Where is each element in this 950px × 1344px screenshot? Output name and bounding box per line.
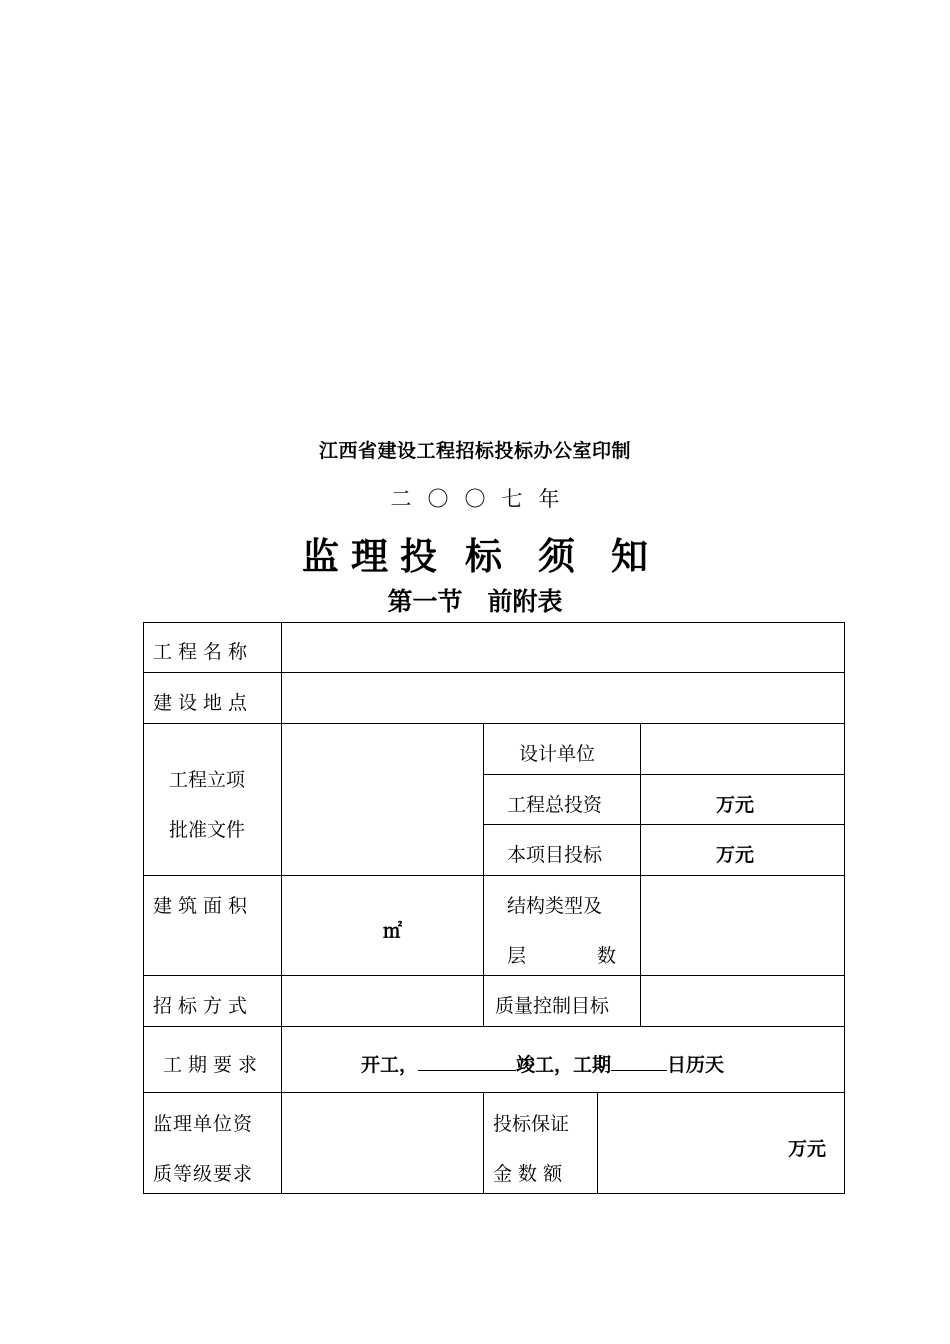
row-line (143, 975, 845, 976)
tender-method-label: 招标方式 (153, 995, 254, 1017)
bid-amount-unit: 万元 (716, 844, 755, 866)
row-line (143, 723, 845, 724)
preface-table (143, 622, 845, 1194)
structure-label-layer: 层 (507, 945, 527, 967)
bond-unit: 万元 (788, 1138, 827, 1160)
row-line (143, 1092, 845, 1093)
table-border (143, 622, 144, 1194)
area-unit: ㎡ (383, 920, 403, 942)
schedule-days: 日历天 (667, 1054, 725, 1076)
year-char: 年 (538, 487, 560, 511)
approval-label: 批准文件 (169, 819, 246, 841)
structure-label-count: 数 (597, 945, 617, 967)
schedule-text (361, 1050, 724, 1077)
column-line (640, 723, 641, 1026)
row-line (483, 824, 845, 825)
title-char: 知 (611, 535, 648, 578)
structure-label: 结构类型及 (507, 895, 603, 917)
publisher-line: 江西省建设工程招标投标办公室印制 (318, 440, 631, 462)
table-border (143, 1193, 845, 1194)
column-line (483, 1092, 484, 1193)
start-date-blank (418, 1052, 516, 1071)
approval-label: 工程立项 (169, 769, 246, 791)
table-border (844, 622, 845, 1194)
area-label: 建筑面积 (153, 895, 254, 917)
document-title (0, 526, 950, 580)
total-investment-unit: 万元 (716, 794, 755, 816)
site-label: 建设地点 (153, 692, 254, 714)
row-line (143, 1026, 845, 1027)
row-line (143, 875, 845, 876)
column-line (281, 622, 282, 1194)
year-char: 〇 (427, 487, 449, 511)
column-line (483, 723, 484, 1026)
row-line (483, 774, 845, 775)
section-heading: 第一节 前附表 (387, 587, 563, 616)
bid-amount-label: 本项目投标 (507, 844, 603, 866)
title-char: 标 (465, 535, 502, 578)
year-char: 七 (501, 487, 523, 511)
year-line (0, 483, 950, 513)
qualification-label: 监理单位资 (153, 1113, 254, 1135)
title-char: 监 (302, 535, 339, 578)
quality-target-label: 质量控制目标 (495, 995, 610, 1017)
year-char: 二 (390, 487, 412, 511)
title-char: 理 (351, 535, 388, 578)
design-unit-label: 设计单位 (519, 743, 596, 765)
title-char: 投 (400, 535, 437, 578)
qualification-label: 质等级要求 (153, 1163, 254, 1185)
bond-label: 投标保证 (493, 1113, 570, 1135)
schedule-label: 工期要求 (163, 1054, 264, 1076)
schedule-start: 开工， (361, 1054, 419, 1076)
row-line (143, 672, 845, 673)
table-border (143, 622, 845, 623)
schedule-end: 竣工，工期 (516, 1054, 612, 1076)
column-line (597, 1092, 598, 1193)
duration-blank (611, 1052, 667, 1071)
bond-label: 金 数 额 (493, 1163, 563, 1185)
year-char: 〇 (464, 487, 486, 511)
total-investment-label: 工程总投资 (507, 794, 603, 816)
title-char: 须 (538, 535, 575, 578)
project-name-label: 工程名称 (153, 641, 254, 663)
